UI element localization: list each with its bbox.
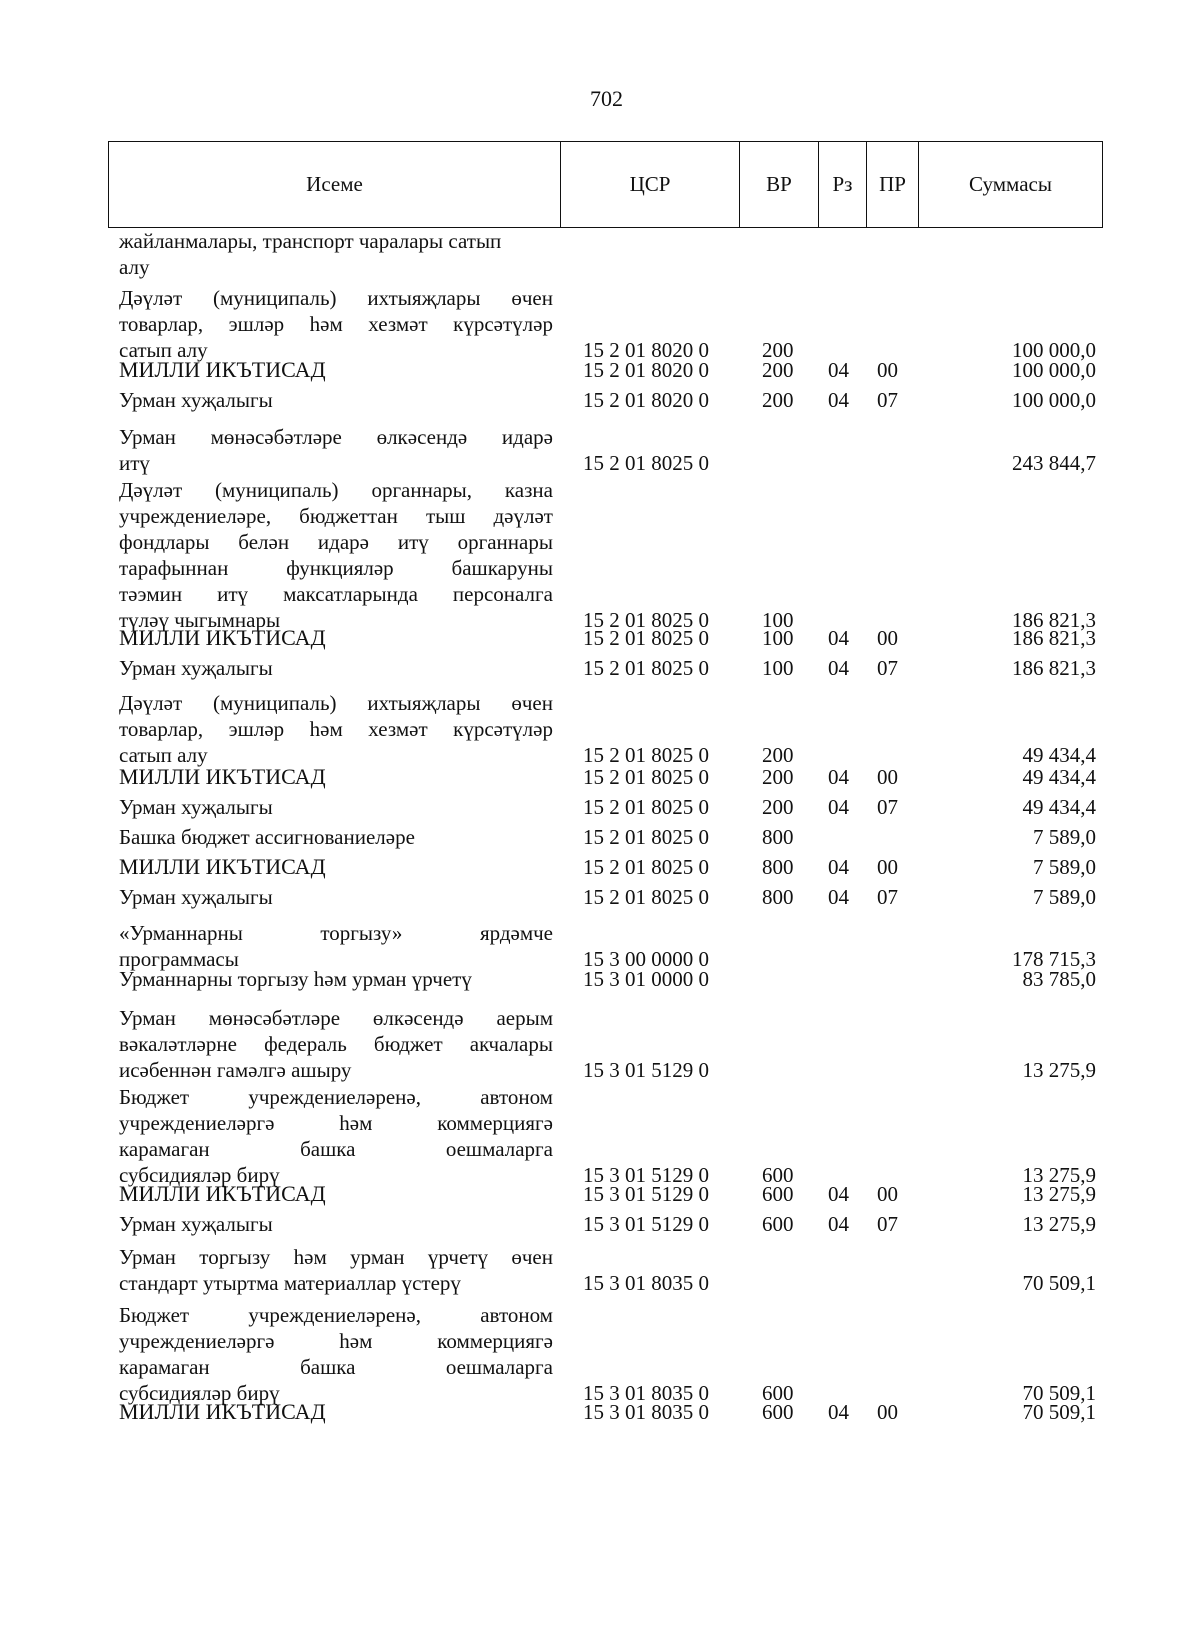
header-pr: ПР bbox=[867, 142, 919, 227]
row-pr: 00 bbox=[877, 1400, 898, 1424]
row-pr: 00 bbox=[877, 855, 898, 879]
row-rz: 04 bbox=[828, 656, 849, 680]
table-row bbox=[0, 884, 1200, 910]
table-row bbox=[0, 387, 1200, 413]
table-row bbox=[0, 1211, 1200, 1237]
row-csr: 15 3 01 8035 0 bbox=[583, 1271, 709, 1295]
row-csr: 15 2 01 8025 0 bbox=[583, 795, 709, 819]
row-sum: 70 509,1 bbox=[1022, 1271, 1096, 1295]
row-sum: 70 509,1 bbox=[1022, 1400, 1096, 1424]
row-name: Урман мөнәсәбәтләре өлкәсендә аерым вәкаләтләрне федераль бюджет акчалары исәбеннән гамәлгә ашыру bbox=[119, 1006, 553, 1082]
row-vr: 200 bbox=[762, 338, 794, 362]
row-csr: 15 3 01 8035 0 bbox=[583, 1381, 709, 1405]
row-vr: 200 bbox=[762, 358, 794, 382]
row-vr: 200 bbox=[762, 795, 794, 819]
table-row bbox=[0, 424, 1200, 476]
row-vr: 600 bbox=[762, 1400, 794, 1424]
row-sum: 100 000,0 bbox=[1012, 358, 1096, 382]
row-rz: 04 bbox=[828, 1400, 849, 1424]
row-name: МИЛЛИ ИКЪТИСАД bbox=[119, 1181, 326, 1206]
row-vr: 200 bbox=[762, 765, 794, 789]
table-row bbox=[0, 920, 1200, 972]
table-row bbox=[0, 655, 1200, 681]
header-name: Исеме bbox=[109, 142, 561, 227]
row-csr: 15 3 01 0000 0 bbox=[583, 967, 709, 991]
row-pr: 00 bbox=[877, 765, 898, 789]
header-csr: ЦСР bbox=[561, 142, 740, 227]
row-rz: 04 bbox=[828, 1212, 849, 1236]
row-pr: 07 bbox=[877, 1212, 898, 1236]
row-csr: 15 2 01 8020 0 bbox=[583, 358, 709, 382]
row-csr: 15 2 01 8025 0 bbox=[583, 855, 709, 879]
row-name: Дәүләт (муниципаль) органнары, казна учреждениеләре, бюджеттан тыш дәүләт фондлары белән идарә итү органнары тарафыннан функцияләр башкаруны тәэмин итү максатларында персоналга түләү чыгымнары bbox=[119, 478, 553, 632]
row-vr: 200 bbox=[762, 388, 794, 412]
row-vr: 600 bbox=[762, 1163, 794, 1187]
table-row bbox=[0, 357, 1200, 383]
table-row bbox=[0, 1302, 1200, 1406]
row-csr: 15 2 01 8025 0 bbox=[583, 451, 709, 475]
row-name: МИЛЛИ ИКЪТИСАД bbox=[119, 357, 326, 382]
row-sum: 70 509,1 bbox=[1022, 1381, 1096, 1405]
row-name: Урманнарны торгызу һәм урман үрчетү bbox=[119, 967, 472, 991]
table-row bbox=[0, 794, 1200, 820]
row-sum: 186 821,3 bbox=[1012, 626, 1096, 650]
row-sum: 178 715,3 bbox=[1012, 947, 1096, 971]
table-row bbox=[0, 824, 1200, 850]
table-row bbox=[0, 966, 1200, 992]
header-rz: Рз bbox=[819, 142, 867, 227]
row-sum: 100 000,0 bbox=[1012, 338, 1096, 362]
row-name: Урман хуҗалыгы bbox=[119, 656, 273, 680]
row-sum: 100 000,0 bbox=[1012, 388, 1096, 412]
row-name: Урман хуҗалыгы bbox=[119, 795, 273, 819]
row-rz: 04 bbox=[828, 388, 849, 412]
row-name: Урман торгызу һәм урман үрчетү өчен стандарт утыртма материаллар үстерү bbox=[119, 1245, 553, 1295]
table-row bbox=[0, 477, 1200, 633]
row-vr: 600 bbox=[762, 1381, 794, 1405]
row-vr: 200 bbox=[762, 743, 794, 767]
row-pr: 00 bbox=[877, 626, 898, 650]
row-name: Бюджет учреждениеләренә, автоном учреждениеләргә һәм коммерциягә карамаган башка оешмаларга субсидияләр бирү bbox=[119, 1085, 553, 1187]
table-row bbox=[0, 625, 1200, 651]
row-sum: 49 434,4 bbox=[1022, 765, 1096, 789]
table-row bbox=[0, 1084, 1200, 1188]
row-sum: 83 785,0 bbox=[1022, 967, 1096, 991]
row-name: «Урманнарны торгызу» ярдәмче программасы bbox=[119, 921, 553, 971]
row-vr: 800 bbox=[762, 885, 794, 909]
row-name: жайланмалары, транспорт чаралары сатып алу bbox=[119, 229, 502, 279]
row-name: МИЛЛИ ИКЪТИСАД bbox=[119, 1399, 326, 1424]
table-row bbox=[0, 1181, 1200, 1207]
row-pr: 07 bbox=[877, 795, 898, 819]
row-name: МИЛЛИ ИКЪТИСАД bbox=[119, 764, 326, 789]
row-csr: 15 3 01 5129 0 bbox=[583, 1212, 709, 1236]
table-row bbox=[0, 1399, 1200, 1425]
table-row bbox=[0, 1244, 1200, 1296]
table-row bbox=[0, 228, 1200, 280]
table-row bbox=[0, 854, 1200, 880]
row-name: МИЛЛИ ИКЪТИСАД bbox=[119, 625, 326, 650]
table-row bbox=[0, 690, 1200, 768]
row-rz: 04 bbox=[828, 1182, 849, 1206]
row-pr: 00 bbox=[877, 1182, 898, 1206]
table-header bbox=[108, 141, 1103, 228]
row-name: МИЛЛИ ИКЪТИСАД bbox=[119, 854, 326, 879]
header-sum: Суммасы bbox=[969, 172, 1052, 196]
row-sum: 7 589,0 bbox=[1033, 885, 1096, 909]
row-csr: 15 3 01 5129 0 bbox=[583, 1163, 709, 1187]
row-vr: 800 bbox=[762, 825, 794, 849]
row-csr: 15 2 01 8025 0 bbox=[583, 885, 709, 909]
row-sum: 186 821,3 bbox=[1012, 656, 1096, 680]
table-row bbox=[0, 285, 1200, 363]
row-pr: 07 bbox=[877, 885, 898, 909]
row-pr: 07 bbox=[877, 388, 898, 412]
row-rz: 04 bbox=[828, 765, 849, 789]
row-name: Дәүләт (муниципаль) ихтыяҗлары өчен товарлар, эшләр һәм хезмәт күрсәтүләр сатып алу bbox=[119, 691, 553, 767]
row-name: Башка бюджет ассигнованиеләре bbox=[119, 825, 415, 849]
row-csr: 15 3 01 8035 0 bbox=[583, 1400, 709, 1424]
row-vr: 600 bbox=[762, 1182, 794, 1206]
row-vr: 800 bbox=[762, 855, 794, 879]
row-name: Дәүләт (муниципаль) ихтыяҗлары өчен товарлар, эшләр һәм хезмәт күрсәтүләр сатып алу bbox=[119, 286, 553, 362]
row-csr: 15 2 01 8025 0 bbox=[583, 743, 709, 767]
row-csr: 15 2 01 8025 0 bbox=[583, 608, 709, 632]
row-vr: 100 bbox=[762, 656, 794, 680]
row-csr: 15 3 01 5129 0 bbox=[583, 1058, 709, 1082]
table-row bbox=[0, 1005, 1200, 1083]
row-sum: 7 589,0 bbox=[1033, 855, 1096, 879]
row-sum: 243 844,7 bbox=[1012, 451, 1096, 475]
row-name: Бюджет учреждениеләренә, автоном учреждениеләргә һәм коммерциягә карамаган башка оешмаларга субсидияләр бирү bbox=[119, 1303, 553, 1405]
row-sum: 49 434,4 bbox=[1022, 795, 1096, 819]
row-vr: 100 bbox=[762, 626, 794, 650]
row-csr: 15 3 00 0000 0 bbox=[583, 947, 709, 971]
row-pr: 07 bbox=[877, 656, 898, 680]
row-sum: 13 275,9 bbox=[1022, 1182, 1096, 1206]
header-vr: ВР bbox=[740, 142, 819, 227]
row-sum: 13 275,9 bbox=[1022, 1058, 1096, 1082]
row-pr: 00 bbox=[877, 358, 898, 382]
row-sum: 13 275,9 bbox=[1022, 1212, 1096, 1236]
row-name: Урман хуҗалыгы bbox=[119, 1212, 273, 1236]
row-csr: 15 2 01 8025 0 bbox=[583, 765, 709, 789]
row-rz: 04 bbox=[828, 855, 849, 879]
row-csr: 15 2 01 8025 0 bbox=[583, 825, 709, 849]
row-vr: 600 bbox=[762, 1212, 794, 1236]
row-sum: 7 589,0 bbox=[1033, 825, 1096, 849]
row-csr: 15 2 01 8025 0 bbox=[583, 626, 709, 650]
row-name: Урман мөнәсәбәтләре өлкәсендә идарә итү bbox=[119, 425, 553, 475]
row-csr: 15 2 01 8020 0 bbox=[583, 388, 709, 412]
row-csr: 15 3 01 5129 0 bbox=[583, 1182, 709, 1206]
row-name: Урман хуҗалыгы bbox=[119, 885, 273, 909]
row-vr: 100 bbox=[762, 608, 794, 632]
row-name: Урман хуҗалыгы bbox=[119, 388, 273, 412]
row-csr: 15 2 01 8025 0 bbox=[583, 656, 709, 680]
row-rz: 04 bbox=[828, 885, 849, 909]
table-row bbox=[0, 764, 1200, 790]
row-rz: 04 bbox=[828, 626, 849, 650]
row-rz: 04 bbox=[828, 358, 849, 382]
row-csr: 15 2 01 8020 0 bbox=[583, 338, 709, 362]
row-sum: 13 275,9 bbox=[1022, 1163, 1096, 1187]
row-sum: 186 821,3 bbox=[1012, 608, 1096, 632]
row-rz: 04 bbox=[828, 795, 849, 819]
page-number: 702 bbox=[590, 86, 623, 111]
row-sum: 49 434,4 bbox=[1022, 743, 1096, 767]
